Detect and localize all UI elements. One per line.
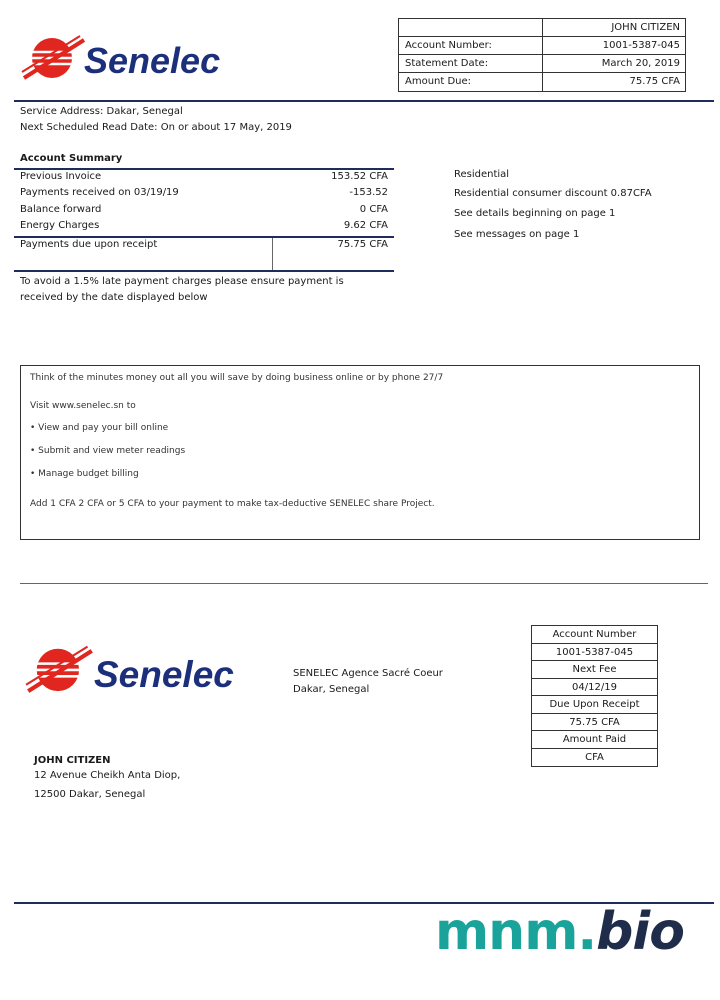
account-number-row bbox=[399, 37, 685, 55]
customer-name: JOHN CITIZEN bbox=[34, 755, 111, 766]
notice-bullet: • Manage budget billing bbox=[30, 469, 139, 479]
late-notice-line-2: received by the date displayed below bbox=[20, 292, 208, 303]
notice-bullet-text: Manage budget billing bbox=[38, 469, 139, 479]
senelec-emblem-icon bbox=[20, 32, 88, 86]
notice-bullet: • Submit and view meter readings bbox=[30, 446, 186, 456]
summary-row-label: Payments received on 03/19/19 bbox=[20, 187, 179, 198]
agency-name: SENELEC Agence Sacré Coeur bbox=[293, 668, 443, 679]
stub-label: Next Fee bbox=[532, 661, 657, 679]
summary-row-label: Previous Invoice bbox=[20, 171, 102, 182]
logo-wordmark: Senelec bbox=[84, 40, 221, 81]
tear-off-line bbox=[20, 583, 708, 584]
summary-row-label: Balance forward bbox=[20, 204, 102, 215]
account-number-value: 1001-5387-045 bbox=[602, 40, 680, 51]
notice-footer: Add 1 CFA 2 CFA or 5 CFA to your payment to make tax-deductive SENELEC share Project. bbox=[30, 499, 435, 509]
notice-bullet-text: View and pay your bill online bbox=[38, 423, 169, 433]
note-messages: See messages on page 1 bbox=[454, 229, 580, 240]
summary-row-label: Energy Charges bbox=[20, 220, 100, 231]
amount-due-row bbox=[399, 73, 685, 91]
watermark-part-2: bio bbox=[596, 902, 684, 962]
summary-row-value: -153.52 bbox=[349, 187, 388, 198]
customer-street: 12 Avenue Cheikh Anta Diop, bbox=[34, 770, 181, 781]
summary-total-row bbox=[20, 238, 394, 254]
summary-row-value: 9.62 CFA bbox=[343, 220, 388, 231]
statement-date-row bbox=[399, 55, 685, 73]
summary-row bbox=[20, 203, 394, 219]
amount-due-value: 75.75 CFA bbox=[629, 76, 680, 87]
summary-total-label: Payments due upon receipt bbox=[20, 239, 158, 250]
note-residential: Residential bbox=[454, 169, 510, 180]
senelec-logo-top bbox=[20, 30, 225, 90]
stub-label: Amount Paid bbox=[532, 731, 657, 749]
summary-total-value: 75.75 CFA bbox=[337, 239, 388, 250]
customer-name: JOHN CITIZEN bbox=[611, 22, 680, 33]
summary-bottom-rule bbox=[14, 270, 394, 272]
account-summary-title: Account Summary bbox=[20, 153, 123, 164]
account-info-box bbox=[398, 18, 686, 92]
summary-row bbox=[20, 219, 394, 235]
summary-row-value: 0 CFA bbox=[359, 204, 388, 215]
stub-value: 04/12/19 bbox=[532, 679, 657, 697]
agency-city: Dakar, Senegal bbox=[293, 684, 370, 695]
summary-column-divider bbox=[272, 238, 273, 270]
payment-stub-box bbox=[531, 625, 658, 767]
notice-intro: Think of the minutes money out all you will save by doing business online or by phone 27/7 bbox=[30, 373, 444, 383]
next-read-date: Next Scheduled Read Date: On or about 17 May, 2019 bbox=[20, 122, 292, 133]
notice-bullet-text: Submit and view meter readings bbox=[38, 446, 186, 456]
customer-city: 12500 Dakar, Senegal bbox=[34, 789, 146, 800]
stub-label: Account Number bbox=[532, 626, 657, 644]
header-divider bbox=[14, 100, 714, 102]
stub-label: Due Upon Receipt bbox=[532, 696, 657, 714]
customer-name-row bbox=[399, 19, 685, 37]
logo-wordmark: Senelec bbox=[94, 654, 234, 695]
late-notice-line-1: To avoid a 1.5% late payment charges please ensure payment is bbox=[20, 276, 344, 287]
senelec-emblem-icon bbox=[24, 642, 96, 700]
watermark-brand bbox=[435, 902, 684, 962]
statement-date-label: Statement Date: bbox=[399, 55, 543, 72]
amount-due-label: Amount Due: bbox=[399, 73, 543, 91]
notice-bullet: • View and pay your bill online bbox=[30, 423, 169, 433]
account-number-label: Account Number: bbox=[399, 37, 543, 54]
service-address: Service Address: Dakar, Senegal bbox=[20, 106, 183, 117]
summary-row bbox=[20, 170, 394, 186]
summary-row bbox=[20, 186, 394, 202]
note-details: See details beginning on page 1 bbox=[454, 208, 616, 219]
stub-value: CFA bbox=[585, 751, 604, 763]
notice-box bbox=[20, 365, 700, 540]
watermark-part-1: mnm. bbox=[435, 902, 597, 962]
stub-value: 75.75 CFA bbox=[532, 714, 657, 732]
summary-row-value: 153.52 CFA bbox=[331, 171, 388, 182]
note-discount: Residential consumer discount 0.87CFA bbox=[454, 188, 652, 199]
stub-value: 1001-5387-045 bbox=[532, 644, 657, 662]
senelec-logo-bottom bbox=[24, 642, 239, 702]
notice-visit: Visit www.senelec.sn to bbox=[30, 401, 136, 411]
statement-date-value: March 20, 2019 bbox=[601, 58, 680, 69]
